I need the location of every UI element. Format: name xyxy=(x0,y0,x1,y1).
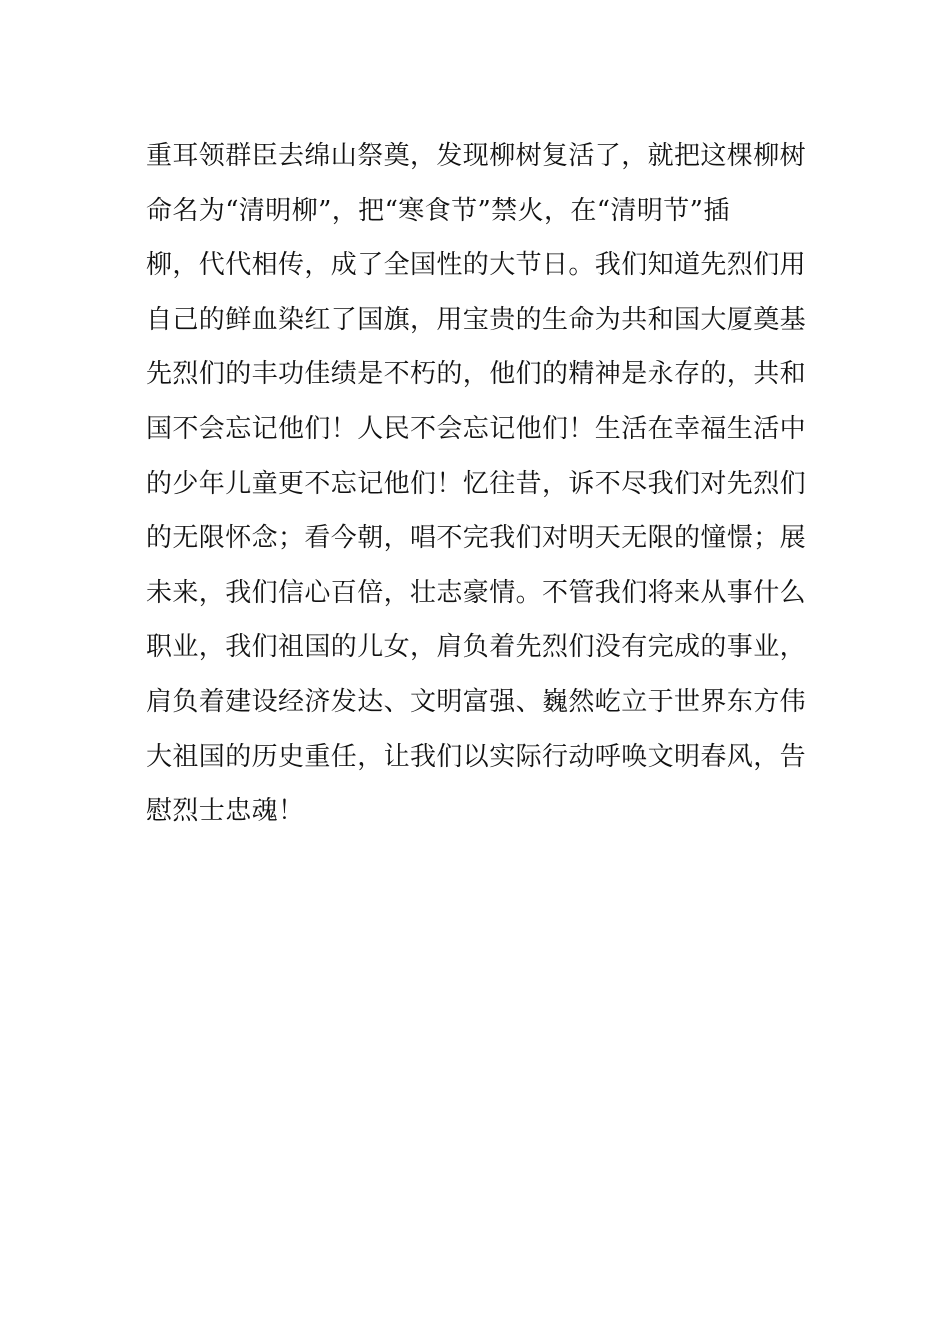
text-line: 国不会忘记他们！人民不会忘记他们！生活在幸福生活中 xyxy=(146,413,807,444)
text-line: 未来，我们信心百倍，壮志豪情。不管我们将来从事什么 xyxy=(146,577,807,608)
text-line: 柳，代代相传，成了全国性的大节日。我们知道先烈们用 xyxy=(146,250,807,281)
text-line: 的无限怀念；看今朝，唱不完我们对明天无限的憧憬；展 xyxy=(146,523,807,554)
text-line: 自己的鲜血染红了国旗，用宝贵的生命为共和国大厦奠基 xyxy=(146,304,807,335)
body-paragraph xyxy=(146,129,816,839)
text-line: 慰烈士忠魂！ xyxy=(146,796,305,827)
text-line: 先烈们的丰功佳绩是不朽的，他们的精神是永存的，共和 xyxy=(146,359,807,390)
text-line: 大祖国的历史重任，让我们以实际行动呼唤文明春风，告 xyxy=(146,741,807,772)
text-line: 命名为“清明柳”，把“寒食节”禁火，在“清明节”插 xyxy=(146,195,730,226)
text-line: 肩负着建设经济发达、文明富强、巍然屹立于世界东方伟 xyxy=(146,686,807,717)
text-line: 职业，我们祖国的儿女，肩负着先烈们没有完成的事业， xyxy=(146,632,807,663)
text-line: 重耳领群臣去绵山祭奠，发现柳树复活了，就把这棵柳树 xyxy=(146,141,807,171)
text-line: 的少年儿童更不忘记他们！忆往昔，诉不尽我们对先烈们 xyxy=(146,468,807,499)
